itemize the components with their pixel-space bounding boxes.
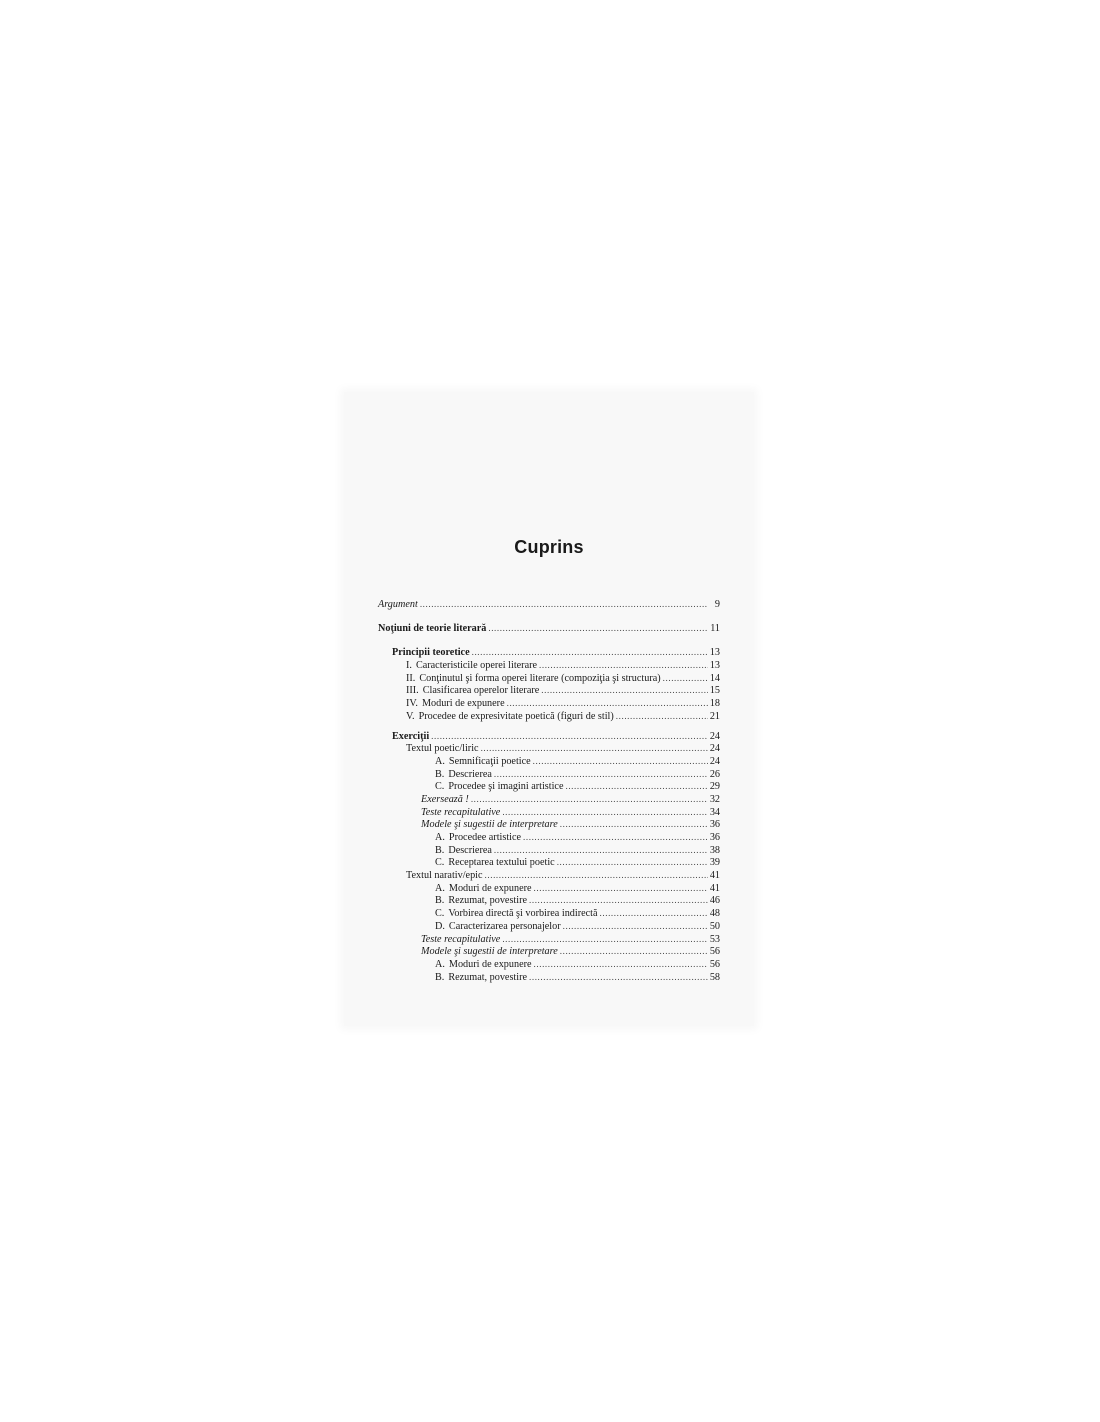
dot-leader <box>529 894 708 907</box>
toc-entry <box>378 697 720 710</box>
dot-leader <box>472 646 708 659</box>
toc-entry-label: Teste recapitulative <box>421 933 501 945</box>
toc-entry-label: Exersează ! <box>421 793 469 805</box>
table-of-contents <box>378 598 720 983</box>
toc-entry-page-number: 56 <box>709 946 720 958</box>
toc-entry <box>378 907 720 920</box>
toc-entry-page-number: 18 <box>709 698 720 710</box>
toc-entry <box>378 958 720 971</box>
toc-entry-number: C. <box>435 857 445 869</box>
toc-entry-page-number: 50 <box>709 920 720 932</box>
toc-entry-label: Exerciţii <box>392 730 430 742</box>
toc-entry <box>378 869 720 882</box>
toc-entry <box>378 894 720 907</box>
toc-entry <box>378 768 720 781</box>
toc-entry-label: Rezumat, povestire <box>448 971 527 983</box>
dot-leader <box>534 882 708 895</box>
dot-leader <box>600 907 708 920</box>
toc-entry <box>378 806 720 819</box>
dot-leader <box>563 920 708 933</box>
toc-entry-label: Rezumat, povestire <box>448 895 527 907</box>
dot-leader <box>420 598 708 611</box>
toc-entry-label: Procedee de expresivitate poetică (figuri de stil) <box>418 710 614 722</box>
toc-entry-label: Moduri de expunere <box>421 698 505 710</box>
toc-entry-page-number: 38 <box>709 844 720 856</box>
dot-leader <box>488 622 708 635</box>
toc-entry-label: Argument <box>378 599 418 610</box>
toc-entry-label: Receptarea textului poetic <box>448 857 555 869</box>
toc-entry-number: II. <box>406 672 416 684</box>
dot-leader <box>560 818 708 831</box>
toc-entry-page-number: 9 <box>714 599 720 610</box>
toc-entry-page-number: 53 <box>709 933 720 945</box>
toc-entry-label: Principii teoretice <box>392 647 470 659</box>
dot-leader <box>565 780 707 793</box>
toc-entry-page-number: 24 <box>709 755 720 767</box>
toc-entry <box>378 659 720 672</box>
toc-entry-label: Moduri de expunere <box>448 958 532 970</box>
toc-entry-page-number: 15 <box>709 685 720 697</box>
toc-entry-page-number: 46 <box>709 895 720 907</box>
dot-leader <box>507 697 708 710</box>
toc-entry-number: C. <box>435 781 445 793</box>
toc-entry-label: Textul narativ/epic <box>406 870 483 882</box>
toc-entry-page-number: 39 <box>709 857 720 869</box>
toc-entry-number: D. <box>435 920 445 932</box>
toc-entry-page-number: 41 <box>709 882 720 894</box>
toc-entry <box>378 710 720 723</box>
toc-entry <box>378 818 720 831</box>
dot-leader <box>560 945 708 958</box>
dot-leader <box>502 806 707 819</box>
toc-entry-label: Noţiuni de teorie literară <box>378 623 487 635</box>
toc-entry-page-number: 21 <box>709 710 720 722</box>
toc-entry-label: Procedee artistice <box>448 832 522 843</box>
dot-leader <box>541 684 708 697</box>
toc-entry-page-number: 24 <box>709 743 720 755</box>
toc-entry-page-number: 48 <box>709 908 720 920</box>
toc-entry-page-number: 14 <box>709 672 720 684</box>
toc-entry-number: III. <box>406 685 419 697</box>
toc-entry-number: B. <box>435 844 445 856</box>
toc-entry <box>378 598 720 611</box>
toc-entry-page-number: 56 <box>709 958 720 970</box>
toc-entry-label: Clasificarea operelor literare <box>422 685 540 697</box>
dot-leader <box>663 672 708 685</box>
toc-entry-number: A. <box>435 882 445 894</box>
toc-entry-page-number: 41 <box>709 870 720 882</box>
toc-entry-page-number: 34 <box>709 806 720 818</box>
dot-leader <box>485 869 708 882</box>
toc-entry-label: Descrierea <box>448 768 492 780</box>
toc-entry-number: I. <box>406 660 412 672</box>
toc-entry-label: Teste recapitulative <box>421 806 501 818</box>
dot-leader <box>431 730 708 743</box>
toc-entry-label: Descrierea <box>448 844 492 856</box>
toc-entry-label: Semnificaţii poetice <box>448 755 531 767</box>
toc-entry-number: IV. <box>406 698 418 710</box>
toc-entry-label: Procedee şi imagini artistice <box>448 781 564 793</box>
toc-entry-number: A. <box>435 832 445 843</box>
toc-entry <box>378 844 720 857</box>
toc-entry-number: A. <box>435 958 445 970</box>
toc-entry <box>378 730 720 743</box>
toc-entry-number: A. <box>435 755 445 767</box>
toc-entry <box>378 793 720 806</box>
toc-entry-page-number: 26 <box>709 768 720 780</box>
toc-entry-number: C. <box>435 908 445 920</box>
toc-entry-page-number: 24 <box>709 730 720 742</box>
toc-entry-number: B. <box>435 895 445 907</box>
toc-entry-page-number: 11 <box>710 623 720 635</box>
dot-leader <box>529 971 708 984</box>
toc-entry <box>378 684 720 697</box>
dot-leader <box>616 710 708 723</box>
dot-leader <box>533 755 708 768</box>
toc-entry-page-number: 58 <box>709 971 720 983</box>
dot-leader <box>557 856 708 869</box>
dot-leader <box>534 958 708 971</box>
toc-entry <box>378 622 720 635</box>
toc-entry-label: Modele şi sugestii de interpretare <box>421 946 558 958</box>
toc-entry <box>378 780 720 793</box>
dot-leader <box>494 768 708 781</box>
toc-entry-number: B. <box>435 768 445 780</box>
toc-entry-label: Vorbirea directă şi vorbirea indirectă <box>448 908 598 920</box>
toc-entry-page-number: 32 <box>709 793 720 805</box>
toc-entry <box>378 742 720 755</box>
toc-entry-page-number: 36 <box>709 819 720 831</box>
toc-entry-page-number: 29 <box>709 781 720 793</box>
toc-entry <box>378 945 720 958</box>
dot-leader <box>523 831 708 844</box>
toc-entry-label: Conţinutul şi forma operei literare (compoziţia şi structura) <box>419 672 661 684</box>
dot-leader <box>539 659 708 672</box>
dot-leader <box>481 742 708 755</box>
toc-entry <box>378 856 720 869</box>
toc-entry-label: Textul poetic/liric <box>406 743 479 755</box>
toc-entry-label: Modele şi sugestii de interpretare <box>421 819 558 831</box>
toc-entry-number: V. <box>406 710 415 722</box>
dot-leader <box>494 844 708 857</box>
toc-entry <box>378 672 720 685</box>
toc-entry-label: Moduri de expunere <box>448 882 532 894</box>
toc-entry-page-number: 13 <box>709 660 720 672</box>
toc-entry <box>378 971 720 984</box>
toc-entry-page-number: 13 <box>709 647 720 659</box>
dot-leader <box>471 793 708 806</box>
toc-entry-number: B. <box>435 971 445 983</box>
toc-entry-page-number: 36 <box>709 832 720 843</box>
toc-entry <box>378 882 720 895</box>
page-title: Cuprins <box>514 537 584 557</box>
dot-leader <box>502 933 707 946</box>
toc-entry <box>378 933 720 946</box>
toc-entry-label: Caracterizarea personajelor <box>448 920 561 932</box>
toc-entry <box>378 831 720 844</box>
toc-entry <box>378 646 720 659</box>
toc-entry <box>378 755 720 768</box>
toc-entry <box>378 920 720 933</box>
toc-entry-label: Caracteristicile operei literare <box>415 660 537 672</box>
